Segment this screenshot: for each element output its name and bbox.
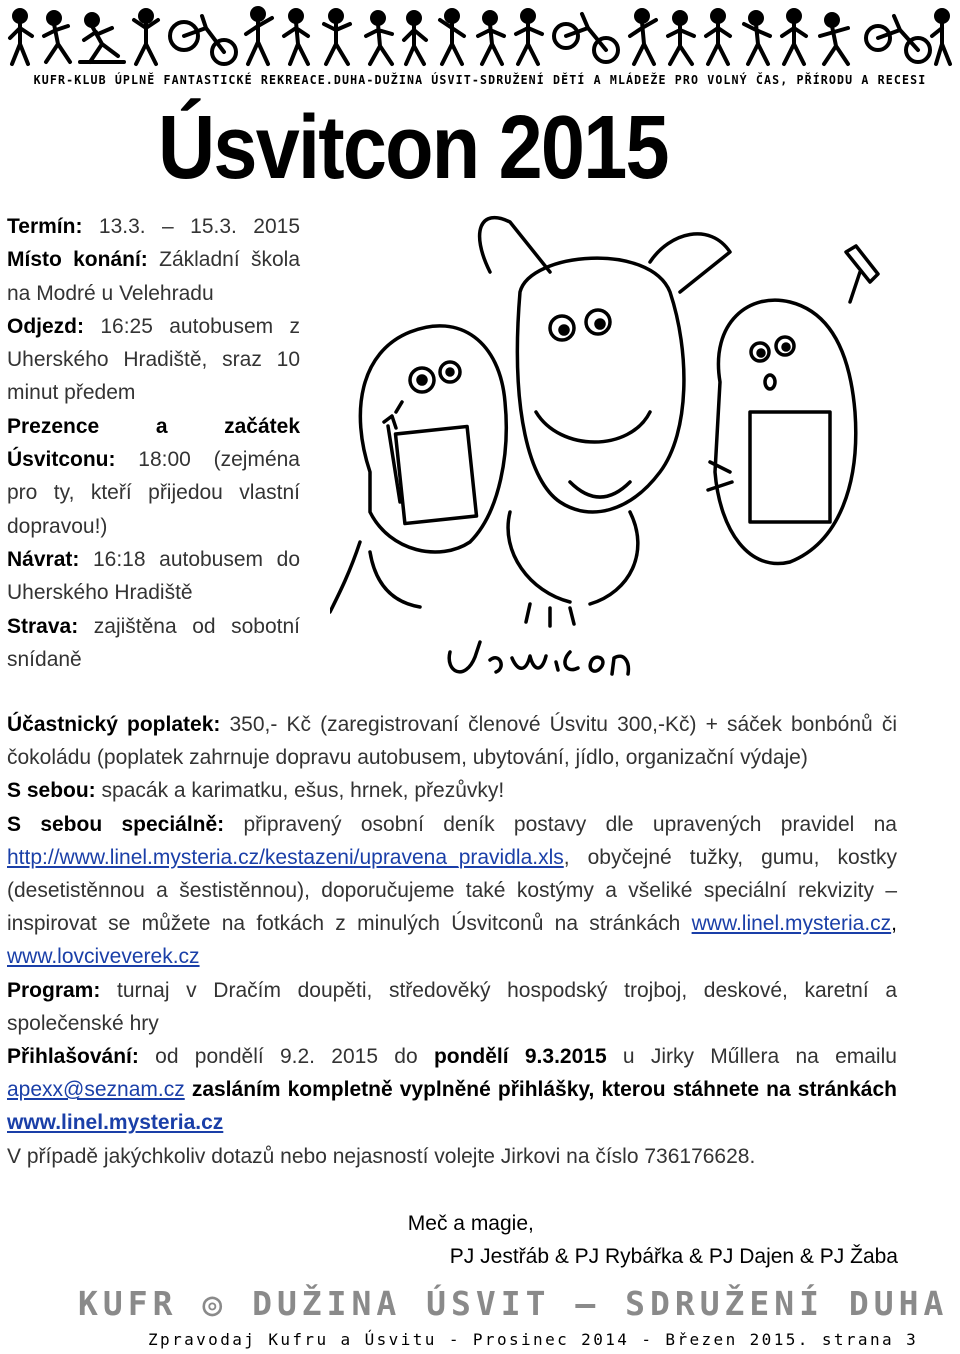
strava-label: Strava: bbox=[7, 614, 79, 638]
program-paragraph bbox=[7, 974, 897, 1040]
odjezd-value: 16:25 autobusem z Uherského Hradiště, sraz 10 minut předem bbox=[7, 314, 301, 405]
termin-label: Termín: bbox=[7, 215, 83, 238]
prihlasovani-value2: u Jirky Műllera na emailu bbox=[622, 1045, 897, 1069]
illustration-caption: Úsvitcon bbox=[330, 700, 334, 701]
prihlasovani-label: Přihlašování: bbox=[7, 1045, 139, 1069]
rules-link[interactable]: http://www.linel.mysteria.cz/kestazeni/upravena_pravidla.xls bbox=[7, 845, 564, 869]
linel-link[interactable]: www.linel.mysteria.cz bbox=[691, 912, 892, 936]
usvitcon-cartoon-illustration bbox=[330, 212, 940, 702]
prihlasovani-deadline: pondělí 9.3.2015 bbox=[433, 1045, 607, 1069]
misto-value: Základní škola na Modré u Velehradu bbox=[7, 248, 300, 305]
prezence-label: Prezence a začátek Úsvitconu: bbox=[7, 414, 300, 472]
termin-value: 13.3. – 15.3. 2015 bbox=[98, 215, 300, 238]
specialne-label: S sebou speciálně: bbox=[7, 812, 225, 836]
program-value: turnaj v Dračím doupěti, středověký hospodský trojboj, deskové, karetní a společenské hry bbox=[7, 978, 897, 1035]
signature-line2: PJ Jestřáb & PJ Rybářka & PJ Dajen & PJ Žaba bbox=[449, 1245, 898, 1269]
specialne-value1: připravený osobní deník postavy dle upravených pravidel na bbox=[243, 812, 897, 836]
prezence-value: 18:00 (zejména pro ty, kteří přijedou vlastní dopravou!) bbox=[7, 448, 300, 538]
dotazy-paragraph bbox=[7, 1140, 897, 1173]
sebou-value: spacák a karimatku, ešus, hrnek, přezůvky! bbox=[101, 779, 505, 803]
strava-line bbox=[7, 610, 300, 677]
navrat-label: Návrat: bbox=[7, 547, 80, 571]
program-label: Program: bbox=[7, 978, 101, 1002]
figure-row bbox=[10, 8, 950, 64]
dotazy-text: V případě jakýchkoliv dotazů nebo nejasností volejte Jirkovi na číslo 736176628. bbox=[7, 1144, 756, 1168]
prihlasovani-value1: od pondělí 9.2. 2015 do bbox=[155, 1045, 418, 1069]
lovciveverek-link[interactable]: www.lovciveverek.cz bbox=[7, 945, 200, 969]
event-info-column bbox=[7, 210, 300, 676]
prezence-line bbox=[7, 410, 300, 543]
termin-line bbox=[7, 210, 300, 243]
odjezd-line bbox=[7, 310, 300, 410]
specialne-paragraph bbox=[7, 808, 897, 974]
poplatek-paragraph bbox=[7, 708, 897, 774]
page-title: Úsvitcon 2015 bbox=[158, 98, 668, 198]
linel-link-2[interactable]: www.linel.mysteria.cz bbox=[7, 1111, 224, 1135]
odjezd-label: Odjezd: bbox=[7, 314, 84, 338]
header-banner bbox=[0, 0, 960, 100]
footer-issue-line: Zpravodaj Kufru a Úsvitu - Prosinec 2014 - Březen 2015. strana 3 bbox=[148, 1330, 919, 1349]
prihlasovani-value3: zasláním kompletně vyplněné přihlášky, kterou stáhnete na stránkách bbox=[191, 1078, 897, 1102]
navrat-value: 16:18 autobusem do Uherského Hradiště bbox=[7, 547, 300, 605]
event-details bbox=[7, 708, 897, 1173]
prihlasovani-paragraph bbox=[7, 1040, 897, 1140]
sebou-label: S sebou: bbox=[7, 779, 96, 803]
poplatek-label: Účastnický poplatek: bbox=[7, 713, 221, 736]
misto-line bbox=[7, 243, 300, 310]
sebou-paragraph bbox=[7, 774, 897, 807]
email-link[interactable]: apexx@seznam.cz bbox=[7, 1078, 185, 1102]
specialne-value2: , obyčejné tužky, gumu, kostky (desetistěnnou a šestistěnnou), doporučujeme také kostýmy a všeliké speciální rekvizity – inspirovat se můžete na fotkách z minulých Úsvitconů na stránkách bbox=[7, 845, 897, 936]
signature-line1: Meč a magie, bbox=[407, 1212, 534, 1235]
signature-block bbox=[407, 1207, 898, 1273]
navrat-line bbox=[7, 543, 300, 610]
poplatek-value: 350,- Kč (zaregistrovaní členové Úsvitu 300,-Kč) + sáček bonbónů či čokoládu (poplatek zahrnuje dopravu autobusem, ubytování, jídlo, organizační výdaje) bbox=[7, 713, 898, 770]
strava-value: zajištěna od sobotní snídaně bbox=[7, 614, 300, 671]
footer-logo-text: KUFR ◎ DUŽINA ÚSVIT – SDRUŽENÍ DUHA bbox=[78, 1284, 949, 1323]
banner-figures-illustration bbox=[6, 6, 954, 68]
banner-tagline: KUFR-KLUB ÚPLNĚ FANTASTICKÉ REKREACE.DUHA-DUŽINA ÚSVIT-SDRUŽENÍ DĚTÍ A MLÁDEŽE PRO VOLNÝ ČAS, PŘÍRODU A RECESI bbox=[33, 72, 927, 87]
misto-label: Místo konání: bbox=[7, 248, 148, 272]
links-separator: , bbox=[891, 912, 897, 936]
